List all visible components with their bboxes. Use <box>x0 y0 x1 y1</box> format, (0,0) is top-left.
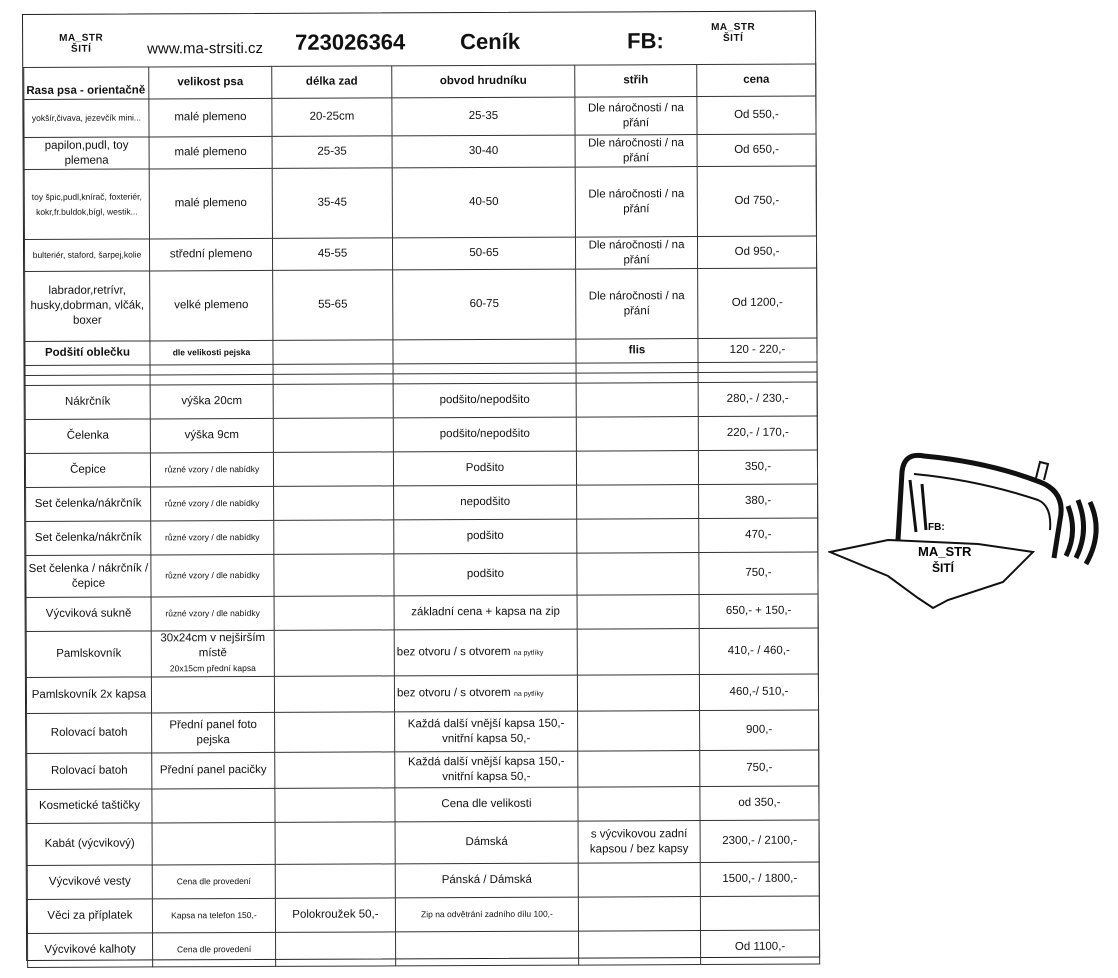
cut-cell <box>577 595 699 630</box>
variant-cell: Dámská <box>395 821 578 864</box>
spec-cell: výška 9cm <box>150 418 273 453</box>
extra-cell <box>273 418 393 453</box>
variant-line1: Každá další vnější kapsa 150,- <box>407 717 565 730</box>
item-name-cell: Pamlskovník 2x kapsa <box>26 677 151 714</box>
product-row <box>26 552 818 597</box>
price-cell: 280,- / 230,- <box>698 382 817 417</box>
item-name-cell: Rolovací batoh <box>27 753 152 790</box>
product-row <box>27 820 819 865</box>
item-name-cell: Výcvikové vesty <box>27 865 152 900</box>
variant-cell: Pánská / Dámská <box>395 863 578 898</box>
variant-cell: Cena dle velikosti <box>395 787 578 822</box>
item-name-cell: Kabát (výcvikový) <box>27 823 152 866</box>
variant-cell: podšito <box>394 553 577 596</box>
spec-cell: různé vzory / dle nabídky <box>151 486 274 521</box>
fb-logo-line1: MA_STR <box>711 21 756 33</box>
price-table <box>23 64 820 968</box>
price-cell: Od 1200,- <box>698 268 817 339</box>
size-cell: malé plemeno <box>149 136 272 169</box>
variant-note: na pytlíky <box>513 649 544 657</box>
item-name-cell: Nákrčník <box>25 385 150 420</box>
variant-cell: podšito <box>394 519 577 554</box>
back-length-cell: 45-55 <box>272 238 392 271</box>
back-length-cell: 20-25cm <box>272 98 392 137</box>
dog-size-row <box>24 166 816 239</box>
cut-cell <box>578 863 700 898</box>
page-title: Ceník <box>460 28 521 55</box>
spec-sub: 20x15cm přední kapsa <box>169 662 256 674</box>
spacer-cell <box>150 364 273 375</box>
item-name-cell: Čepice <box>25 453 150 488</box>
header <box>23 12 815 67</box>
price-cell: Od 550,- <box>697 96 816 135</box>
product-row <box>27 750 819 789</box>
column-header: obvod hrudníku <box>392 65 575 98</box>
extra-cell <box>275 712 395 753</box>
price-cell: 1500,- / 1800,- <box>700 862 819 897</box>
price-cell: 410,- / 460,- <box>699 628 818 675</box>
spec-main: 30x24cm v nejširším místě <box>160 631 266 660</box>
back-length-cell: 25-35 <box>272 136 392 169</box>
lining-size-cell: dle velikosti pejska <box>150 340 273 365</box>
extra-cell <box>276 932 396 967</box>
extra-cell <box>274 596 394 631</box>
price-cell: Od 950,- <box>697 236 816 269</box>
variant-cell: Zip na odvětrání zadního dílu 100,- <box>395 897 578 932</box>
needle-bar-icon <box>910 480 926 532</box>
breed-cell: papilon,pudl, toy plemena <box>24 137 149 170</box>
lining-price-cell: 120 - 220,- <box>698 338 817 363</box>
cut-cell: Dle náročnosti / na přání <box>575 237 697 270</box>
product-row <box>26 518 818 555</box>
lining-item-cell: Podšití oblečku <box>25 341 150 366</box>
handwheel-icon <box>1066 500 1096 564</box>
spec-cell: různé vzory / dle nabídky <box>151 520 274 555</box>
product-row <box>25 382 817 419</box>
fb-label: FB: <box>627 28 664 54</box>
cut-cell <box>578 897 700 932</box>
price-cell: 2300,- / 2100,- <box>700 820 819 863</box>
spacer-cell <box>273 374 393 385</box>
cut-cell <box>577 485 699 520</box>
price-cell: 220,- / 170,- <box>698 416 817 451</box>
chest-cell: 25-35 <box>392 97 575 136</box>
column-header: cena <box>697 64 816 97</box>
spool-pin-icon <box>1036 462 1048 480</box>
extra-cell: Polokroužek 50,- <box>275 898 395 933</box>
product-row <box>27 896 819 933</box>
price-cell <box>700 896 819 931</box>
cut-cell: Dle náročnosti / na přání <box>575 167 697 238</box>
extra-cell <box>275 822 395 865</box>
price-cell: od 350,- <box>700 786 819 821</box>
logo <box>59 33 103 55</box>
website-link[interactable]: www.ma-strsiti.cz <box>147 39 264 58</box>
dog-size-row <box>24 134 816 169</box>
breed-cell: bulteriér, staford, šarpej,kolie <box>24 239 149 272</box>
back-length-cell: 35-45 <box>272 168 392 239</box>
item-name-cell: Set čelenka / nákrčník / čepice <box>26 555 151 598</box>
spec-cell <box>152 788 275 823</box>
product-row <box>25 450 817 487</box>
cut-cell <box>576 451 698 486</box>
variant-cell <box>395 711 578 752</box>
price-cell: 380,- <box>699 484 818 519</box>
item-name-cell: Rolovací batoh <box>27 713 152 754</box>
product-row <box>26 484 818 521</box>
product-row <box>26 628 818 677</box>
cut-cell <box>576 383 698 418</box>
spacer-cell <box>25 375 150 386</box>
variant-main: bez otvoru / s otvorem <box>396 645 511 658</box>
item-name-cell: Výcvikové kalhoty <box>28 933 153 968</box>
column-header: délka zad <box>272 66 392 99</box>
breed-cell: toy špic,pudl,knírač, foxteriér, kokr,fr.buldok,bígl, westik... <box>24 169 149 240</box>
variant-cell: Podšito <box>393 451 576 486</box>
variant-line2: vnitřní kapsa 50,- <box>442 732 531 745</box>
spec-cell: Kapsa na telefon 150,- <box>152 898 275 933</box>
variant-cell <box>396 931 579 966</box>
product-row <box>27 710 819 753</box>
variant-cell <box>394 629 577 676</box>
item-name-cell: Pamlskovník <box>26 631 151 678</box>
fb-logo-line2: ŠITÍ <box>722 32 744 44</box>
cut-cell <box>577 675 699 712</box>
dog-size-row <box>25 268 817 341</box>
empty-cell <box>393 339 576 364</box>
cut-cell <box>577 553 699 596</box>
price-cell: Od 650,- <box>697 134 816 167</box>
price-cell: 460,-/ 510,- <box>699 674 818 711</box>
back-length-cell: 55-65 <box>273 270 393 341</box>
chest-cell: 40-50 <box>392 167 575 238</box>
spec-cell <box>151 676 274 713</box>
breed-cell: labrador,retrívr, husky,dobrman, vlčák, boxer <box>25 271 150 342</box>
product-row <box>26 594 818 631</box>
size-cell: malé plemeno <box>149 98 272 137</box>
cut-cell: Dle náročnosti / na přání <box>576 269 698 340</box>
price-list-sheet <box>22 11 820 961</box>
extra-cell <box>275 752 395 789</box>
dog-size-row <box>24 236 816 271</box>
spacer-cell <box>698 372 817 383</box>
logo-line1: MA_STR <box>59 32 104 44</box>
spacer-cell <box>273 364 393 375</box>
cut-cell: Dle náročnosti / na přání <box>575 135 697 168</box>
variant-line1: Každá další vnější kapsa 150,- <box>407 755 565 768</box>
chest-cell: 60-75 <box>393 269 576 340</box>
extra-cell <box>274 554 394 597</box>
price-cell: Od 1100,- <box>701 930 820 965</box>
spec-cell: Cena dle provedení <box>152 864 275 899</box>
extra-cell <box>275 864 395 899</box>
variant-line2: vnitřní kapsa 50,- <box>442 770 531 783</box>
variant-cell: podšito/nepodšito <box>393 383 576 418</box>
phone-number: 723026364 <box>295 29 406 55</box>
variant-cell <box>394 675 577 712</box>
spacer-cell <box>576 363 698 374</box>
machine-logo-fb: FB: <box>928 522 945 533</box>
empty-cell <box>273 340 393 365</box>
item-name-cell: Čelenka <box>25 419 150 454</box>
spacer-cell <box>576 373 698 384</box>
column-header-row <box>24 64 816 99</box>
item-name-cell: Set čelenka/nákrčník <box>26 487 151 522</box>
cut-cell <box>577 519 699 554</box>
chest-cell: 50-65 <box>392 237 575 270</box>
item-name-cell: Kosmetické taštičky <box>27 789 152 824</box>
variant-cell: podšito/nepodšito <box>393 417 576 452</box>
size-cell: velké plemeno <box>150 270 273 341</box>
product-row <box>26 674 818 713</box>
dog-size-row <box>24 96 816 137</box>
spacer-cell <box>150 374 273 385</box>
variant-cell: nepodšito <box>394 485 577 520</box>
size-cell: střední plemeno <box>149 238 272 271</box>
extra-cell <box>275 788 395 823</box>
spec-cell: různé vzory / dle nabídky <box>150 452 273 487</box>
product-row <box>28 930 820 967</box>
cut-cell: Dle náročnosti / na přání <box>575 97 697 136</box>
extra-cell <box>273 452 393 487</box>
variant-main: bez otvoru / s otvorem <box>396 686 511 699</box>
lining-row <box>25 338 817 365</box>
price-cell: 900,- <box>700 710 819 751</box>
price-cell: 750,- <box>699 552 818 595</box>
spec-cell <box>151 630 274 677</box>
machine-logo-line1: MA_STR <box>918 544 972 559</box>
spec-cell: Přední panel pacičky <box>152 752 275 789</box>
variant-note: na pytlíky <box>513 690 544 698</box>
price-cell: Od 750,- <box>697 166 816 237</box>
lining-cut-cell: flis <box>576 339 698 364</box>
spec-cell: výška 20cm <box>150 384 273 419</box>
spec-cell <box>152 822 275 865</box>
price-cell: 650,- + 150,- <box>699 594 818 629</box>
variant-cell <box>395 751 578 788</box>
cut-cell <box>576 417 698 452</box>
column-header: střih <box>575 65 697 98</box>
extra-cell <box>274 486 394 521</box>
product-row <box>27 786 819 823</box>
spec-cell: Cena dle provedení <box>153 932 276 967</box>
spec-cell: Přední panel foto pejska <box>152 712 275 753</box>
machine-logo-line2: ŠITÍ <box>932 561 955 575</box>
cut-cell <box>579 931 701 966</box>
cut-cell <box>578 711 700 752</box>
sewing-machine-logo <box>828 440 1108 620</box>
extra-cell <box>274 676 394 713</box>
spec-cell: různé vzory / dle nabídky <box>151 554 274 597</box>
logo-line2: ŠITÍ <box>71 43 92 55</box>
size-cell: malé plemeno <box>149 168 272 239</box>
spacer-cell <box>25 365 150 376</box>
chest-cell: 30-40 <box>392 135 575 168</box>
product-row <box>25 416 817 453</box>
column-header: velikost psa <box>149 66 272 99</box>
column-header: Rasa psa - orientačně <box>24 67 149 100</box>
price-cell: 470,- <box>699 518 818 553</box>
extra-cell <box>274 630 394 677</box>
item-name-cell: Set čelenka/nákrčník <box>26 521 151 556</box>
product-row <box>27 862 819 899</box>
price-cell: 750,- <box>700 750 819 787</box>
price-cell: 350,- <box>698 450 817 485</box>
spacer-cell <box>698 362 817 373</box>
extra-cell <box>273 384 393 419</box>
item-name-cell: Výcviková sukně <box>26 597 151 632</box>
cut-cell <box>577 629 699 676</box>
cut-cell <box>578 751 700 788</box>
item-name-cell: Věci za příplatek <box>27 899 152 934</box>
extra-cell <box>274 520 394 555</box>
fb-logo <box>711 22 755 44</box>
variant-cell: základní cena + kapsa na zip <box>394 595 577 630</box>
spec-cell: různé vzory / dle nabídky <box>151 596 274 631</box>
cut-cell: s výcvikovou zadní kapsou / bez kapsy <box>578 821 700 864</box>
breed-cell: yokšír,čivava, jezevčík mini... <box>24 99 149 138</box>
cut-cell <box>578 787 700 822</box>
